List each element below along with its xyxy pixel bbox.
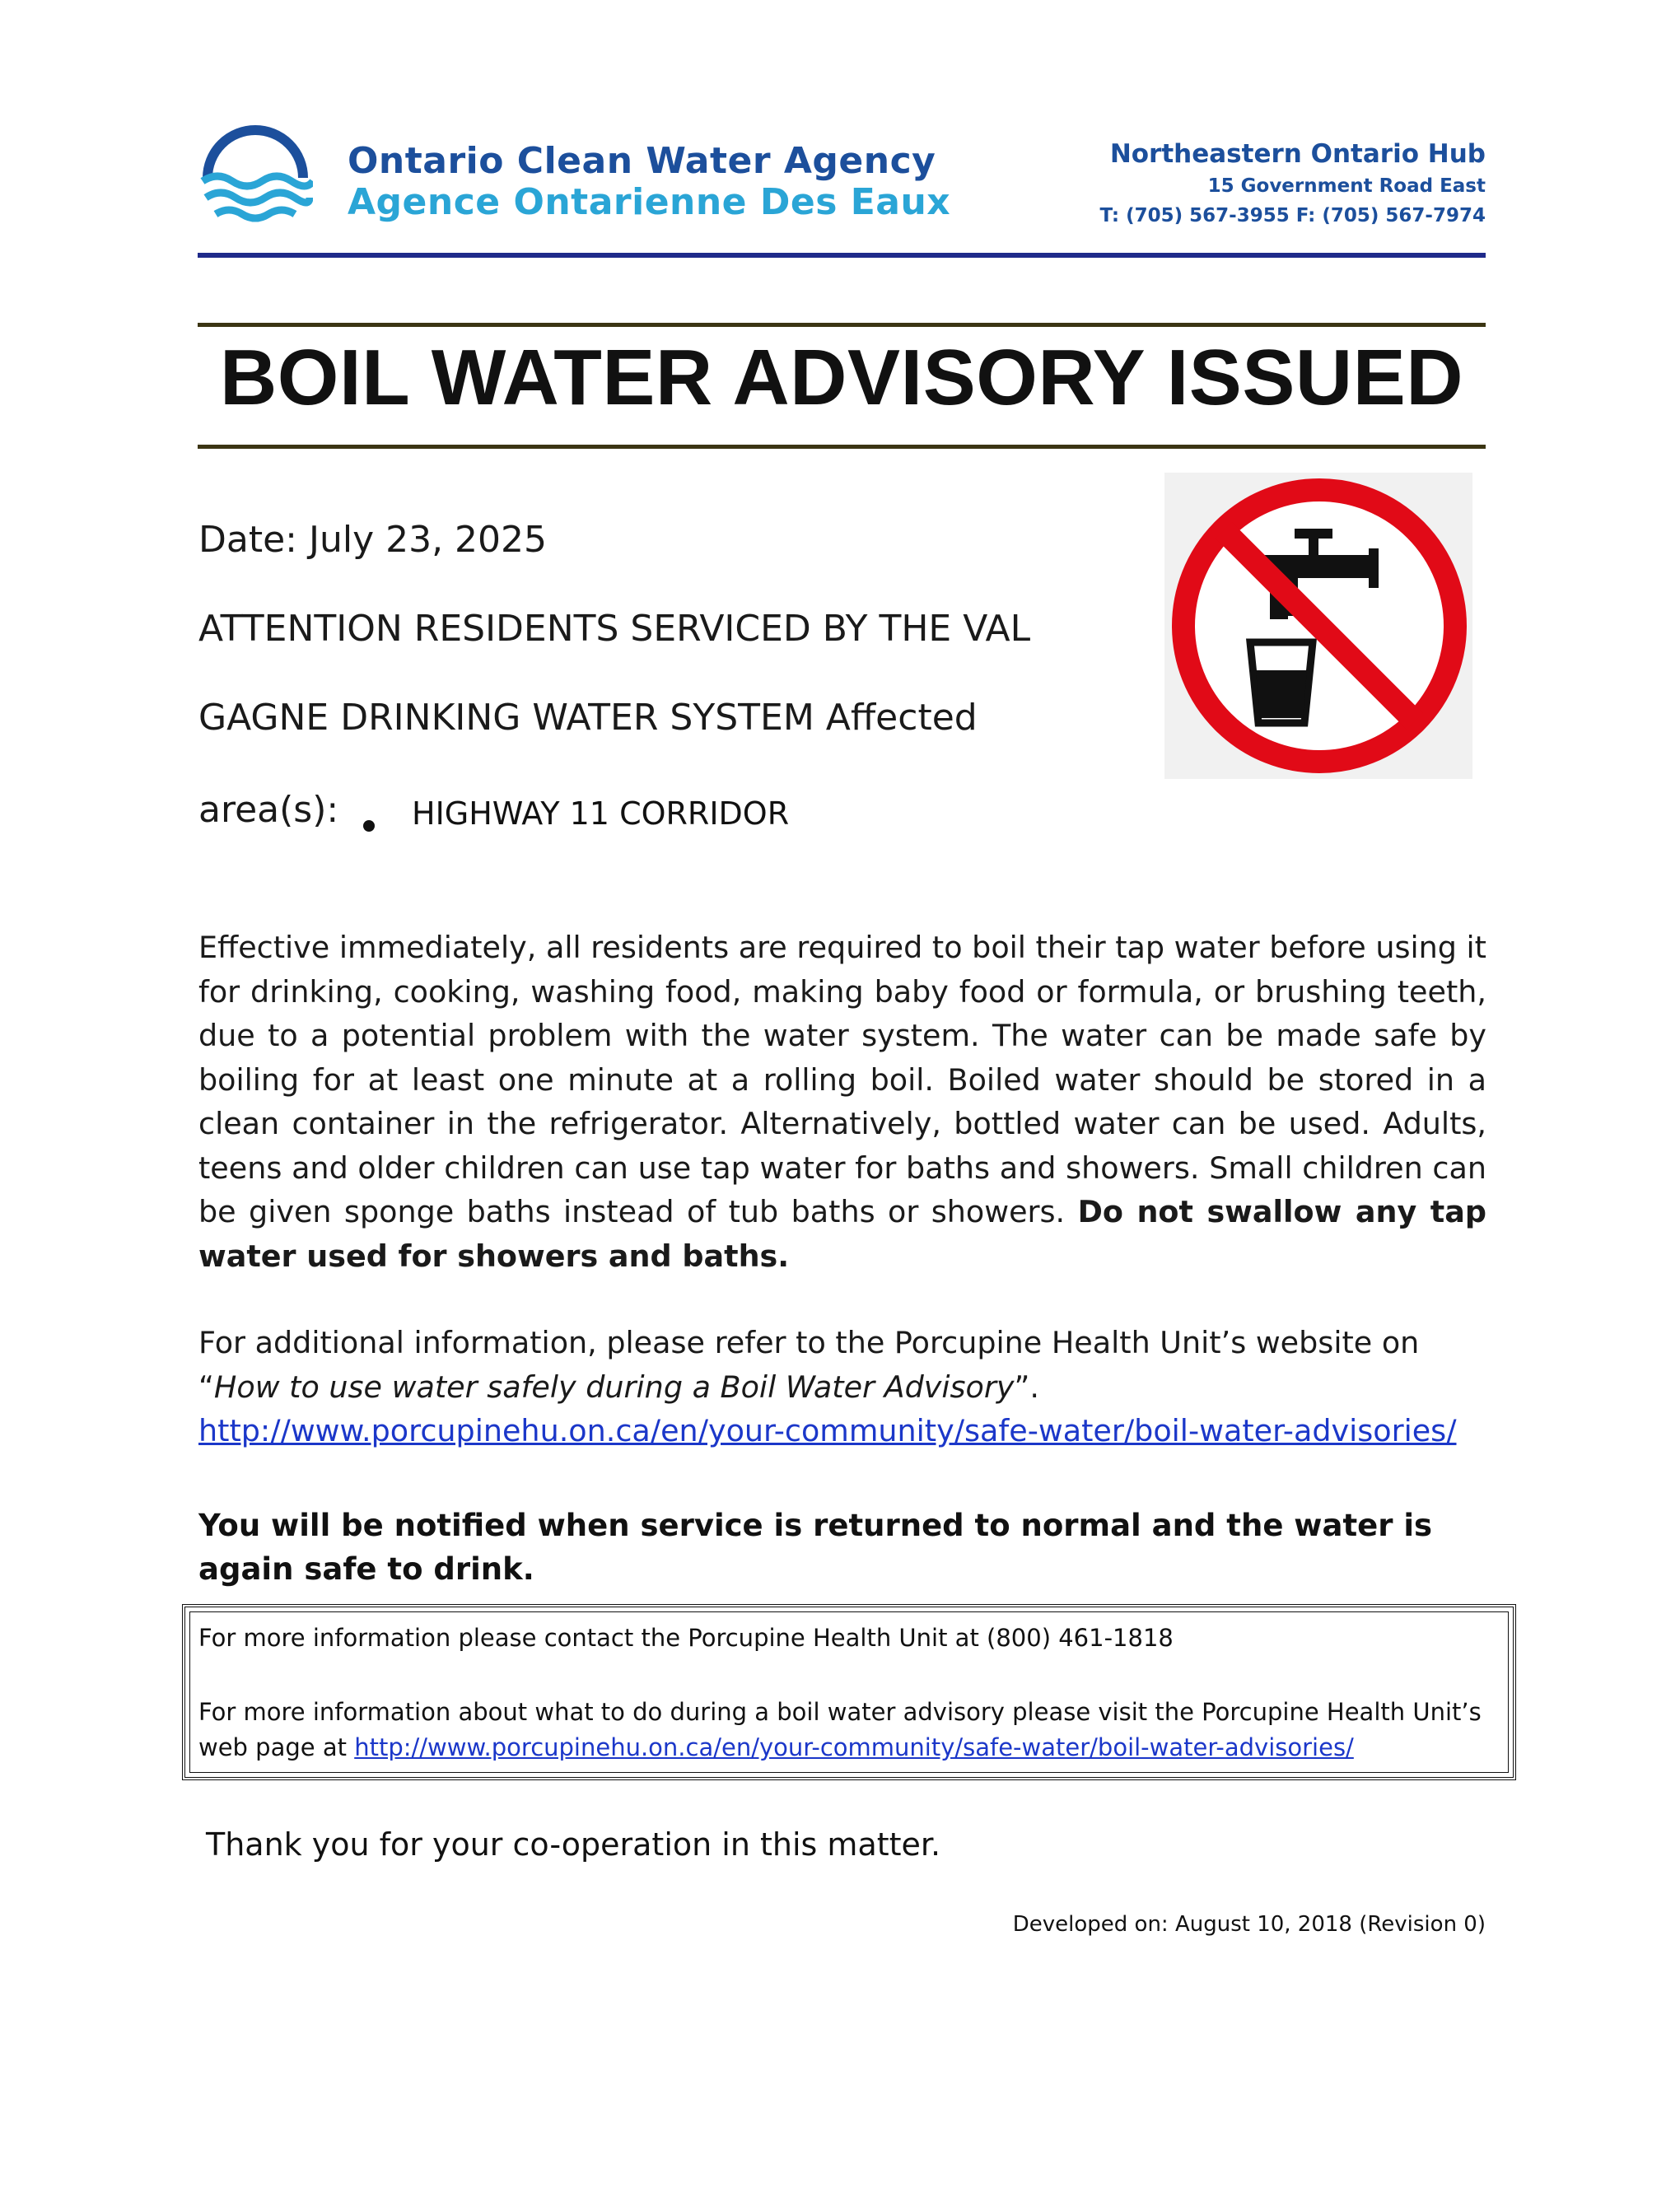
contact-web-link[interactable]: http://www.porcupinehu.on.ca/en/your-community/safe-water/boil-water-advisories/ <box>354 1733 1354 1761</box>
instructions-warning: Do not swallow any tap water used for showers and baths. <box>198 1194 1486 1274</box>
attention-line-2: GAGNE DRINKING WATER SYSTEM Affected <box>198 697 978 739</box>
contact-phone-line: For more information please contact the Porcupine Health Unit at (800) 461-1818 <box>198 1624 1174 1652</box>
hub-address: 15 Government Road East <box>1207 175 1486 197</box>
service-notice: You will be notified when service is returned to normal and the water is again safe to drink. <box>198 1508 1433 1587</box>
additional-info-intro: For additional information, please refer to the Porcupine Health Unit’s website on “ <box>198 1325 1420 1405</box>
hub-contact-block <box>1099 137 1486 231</box>
developed-date: Developed on: August 10, 2018 (Revision 0) <box>1012 1912 1486 1937</box>
bullet-icon <box>363 820 375 832</box>
additional-info-end: ”. <box>1014 1369 1040 1405</box>
porcupine-hu-link[interactable]: http://www.porcupinehu.on.ca/en/your-community/safe-water/boil-water-advisories/ <box>198 1413 1457 1448</box>
water-wave-logo-icon <box>198 120 313 236</box>
advisory-instructions <box>198 926 1486 1278</box>
thanks-line: Thank you for your co-operation in this matter. <box>206 1826 941 1863</box>
header-divider <box>198 253 1486 258</box>
additional-info <box>198 1321 1486 1453</box>
contact-web-line <box>198 1695 1483 1765</box>
title-rule-top <box>198 323 1486 327</box>
affected-area-item: HIGHWAY 11 CORRIDOR <box>412 795 790 832</box>
agency-name-french: Agence Ontarienne Des Eaux <box>348 181 951 223</box>
no-drinking-water-icon <box>1164 473 1472 779</box>
contact-web-text: For more information about what to do during a boil water advisory please visit the Porcupine Health Unit’s web page at <box>198 1698 1482 1761</box>
hub-phone: T: (705) 567-3955 F: (705) 567-7974 <box>1099 205 1486 226</box>
areas-label: area(s): <box>198 789 339 831</box>
instructions-text: Effective immediately, all residents are required to boil their tap water before using it for drinking, cooking, washing food, making baby food or formula, or brushing teeth, due to a potential problem with the water system. The water can be made safe by boiling for at least one minute at a rolling boil. Boiled water should be stored in a clean container in the refrigerator. Alternatively, bottled water can be used. Adults, teens and older children can use tap water for baths and showers. Small children can be given sponge baths instead of tub baths or showers. <box>198 930 1486 1229</box>
additional-info-title: How to use water safely during a Boil Water Advisory <box>213 1369 1015 1405</box>
page-title: BOIL WATER ADVISORY ISSUED <box>219 333 1464 422</box>
attention-line-1: ATTENTION RESIDENTS SERVICED BY THE VAL <box>198 608 1031 650</box>
advisory-date: Date: July 23, 2025 <box>198 519 548 561</box>
title-rule-bottom <box>198 445 1486 449</box>
agency-name-english: Ontario Clean Water Agency <box>348 140 936 182</box>
hub-name: Northeastern Ontario Hub <box>1109 139 1486 169</box>
